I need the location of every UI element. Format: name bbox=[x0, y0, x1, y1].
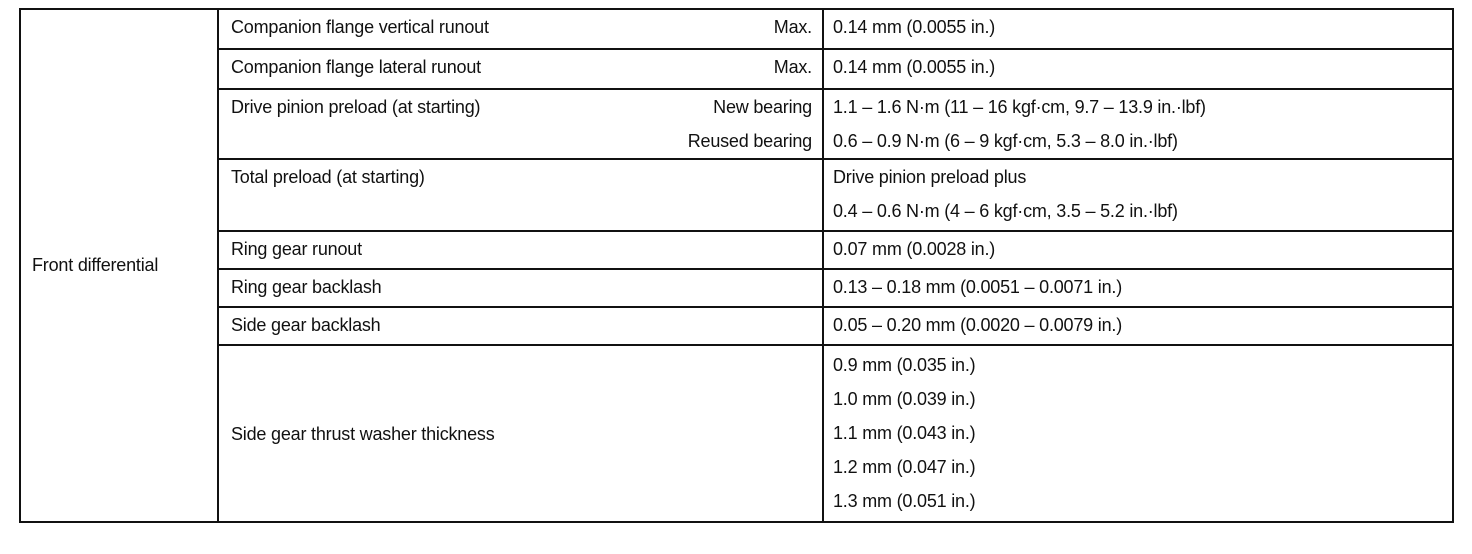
value-cell bbox=[823, 49, 1453, 89]
value-text: 1.0 mm (0.039 in.) bbox=[833, 389, 976, 409]
value-text: 0.4 – 0.6 N·m (4 – 6 kgf·cm, 3.5 – 5.2 in.·lbf) bbox=[833, 201, 1178, 221]
value-text: 0.13 – 0.18 mm (0.0051 – 0.0071 in.) bbox=[833, 277, 1122, 297]
item-label: Companion flange lateral runout bbox=[231, 57, 481, 77]
value-cell bbox=[823, 159, 1453, 231]
item-label: Ring gear backlash bbox=[231, 277, 382, 297]
value-text: 1.1 mm (0.043 in.) bbox=[833, 423, 976, 443]
value-text: 1.1 – 1.6 N·m (11 – 16 kgf·cm, 9.7 – 13.9 in.·lbf) bbox=[833, 97, 1206, 117]
section-label-cell bbox=[20, 9, 218, 522]
value-cell bbox=[823, 89, 1453, 159]
item-cell bbox=[218, 231, 823, 269]
value-text: 0.9 mm (0.035 in.) bbox=[833, 355, 976, 375]
value-text: 0.07 mm (0.0028 in.) bbox=[833, 239, 996, 259]
item-label: Total preload (at starting) bbox=[231, 167, 425, 187]
item-qualifier: Max. bbox=[773, 17, 812, 37]
table-row bbox=[20, 307, 1453, 345]
table-row bbox=[20, 269, 1453, 307]
item-cell bbox=[218, 307, 823, 345]
item-label: Companion flange vertical runout bbox=[231, 17, 489, 37]
front-differential-spec-table bbox=[19, 8, 1454, 523]
value-cell bbox=[823, 345, 1453, 522]
table-row bbox=[20, 49, 1453, 89]
value-text: 0.05 – 0.20 mm (0.0020 – 0.0079 in.) bbox=[833, 315, 1122, 335]
item-cell bbox=[218, 159, 823, 231]
value-cell bbox=[823, 9, 1453, 49]
value-text: 0.14 mm (0.0055 in.) bbox=[833, 17, 996, 37]
value-cell bbox=[823, 231, 1453, 269]
value-text: 1.2 mm (0.047 in.) bbox=[833, 457, 976, 477]
item-label: Ring gear runout bbox=[231, 239, 362, 259]
table-row bbox=[20, 231, 1453, 269]
table-row bbox=[20, 9, 1453, 49]
value-cell bbox=[823, 307, 1453, 345]
value-text: Drive pinion preload plus bbox=[833, 167, 1027, 187]
table-row bbox=[20, 159, 1453, 231]
value-text: 0.14 mm (0.0055 in.) bbox=[833, 57, 996, 77]
value-cell bbox=[823, 269, 1453, 307]
item-cell bbox=[218, 345, 823, 522]
item-label: Drive pinion preload (at starting) bbox=[231, 97, 481, 117]
item-label: Side gear backlash bbox=[231, 315, 381, 335]
table-row bbox=[20, 345, 1453, 522]
item-qualifier: Reused bearing bbox=[687, 131, 812, 151]
item-cell bbox=[218, 49, 823, 89]
item-cell bbox=[218, 269, 823, 307]
section-label: Front differential bbox=[32, 255, 159, 275]
item-label: Side gear thrust washer thickness bbox=[231, 423, 495, 444]
value-text: 1.3 mm (0.051 in.) bbox=[833, 491, 976, 511]
item-qualifier: Max. bbox=[773, 57, 812, 77]
value-text: 0.6 – 0.9 N·m (6 – 9 kgf·cm, 5.3 – 8.0 in.·lbf) bbox=[833, 131, 1178, 151]
table-row bbox=[20, 89, 1453, 159]
item-cell bbox=[218, 89, 823, 159]
item-cell bbox=[218, 9, 823, 49]
item-qualifier: New bearing bbox=[713, 97, 812, 117]
